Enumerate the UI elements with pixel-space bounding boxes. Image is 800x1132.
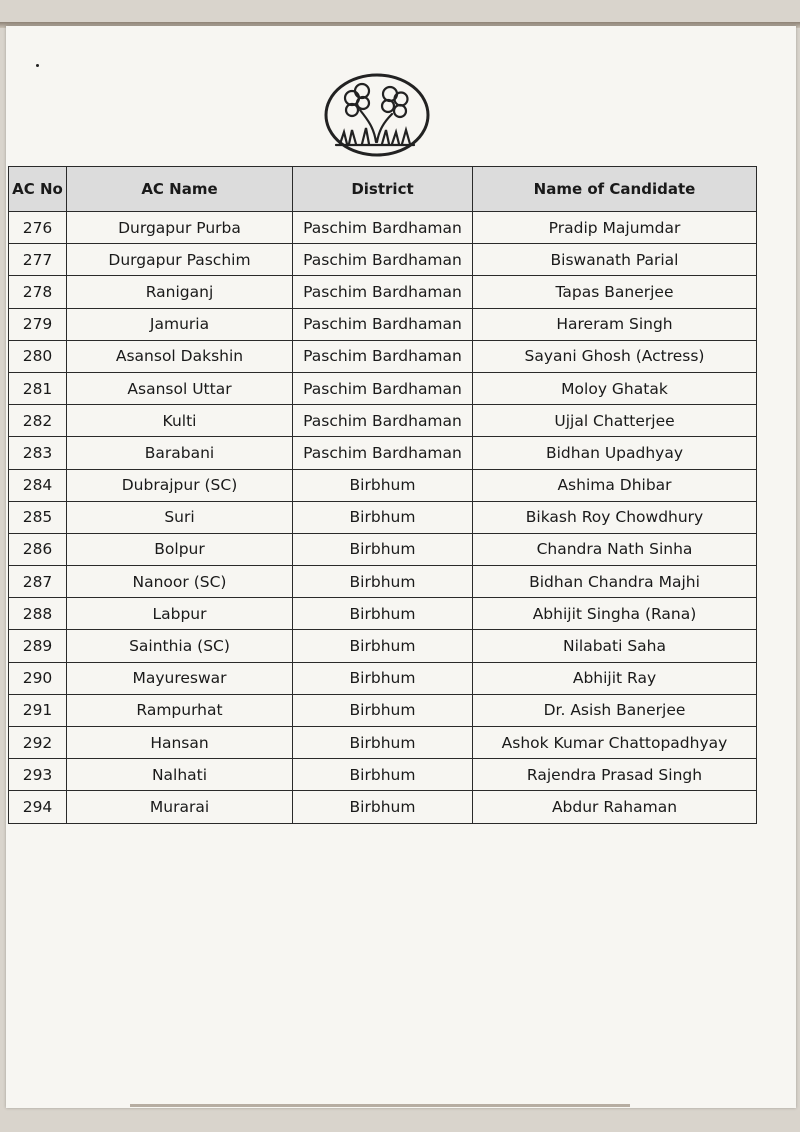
table-row xyxy=(9,276,757,308)
cell-candidate: Bikash Roy Chowdhury xyxy=(473,501,757,533)
table-row xyxy=(9,630,757,662)
cell-ac-no: 285 xyxy=(9,501,67,533)
cell-ac-name: Barabani xyxy=(67,437,293,469)
header-district: District xyxy=(293,167,473,212)
cell-ac-no: 287 xyxy=(9,566,67,598)
cell-ac-no: 280 xyxy=(9,340,67,372)
cell-candidate: Bidhan Chandra Majhi xyxy=(473,566,757,598)
cell-ac-name: Nalhati xyxy=(67,759,293,791)
cell-district: Paschim Bardhaman xyxy=(293,405,473,437)
table-header-row xyxy=(9,167,757,212)
cell-candidate: Ujjal Chatterjee xyxy=(473,405,757,437)
cell-district: Paschim Bardhaman xyxy=(293,244,473,276)
cell-candidate: Chandra Nath Sinha xyxy=(473,533,757,565)
cell-district: Paschim Bardhaman xyxy=(293,340,473,372)
table-row xyxy=(9,437,757,469)
paper-bottom-edge xyxy=(130,1104,630,1107)
cell-ac-name: Kulti xyxy=(67,405,293,437)
cell-ac-no: 277 xyxy=(9,244,67,276)
cell-ac-no: 288 xyxy=(9,598,67,630)
cell-district: Birbhum xyxy=(293,694,473,726)
header-candidate: Name of Candidate xyxy=(473,167,757,212)
cell-candidate: Biswanath Parial xyxy=(473,244,757,276)
cell-ac-name: Bolpur xyxy=(67,533,293,565)
cell-ac-name: Mayureswar xyxy=(67,662,293,694)
cell-ac-name: Raniganj xyxy=(67,276,293,308)
cell-candidate: Tapas Banerjee xyxy=(473,276,757,308)
table-row xyxy=(9,566,757,598)
table-row xyxy=(9,759,757,791)
cell-district: Birbhum xyxy=(293,630,473,662)
cell-candidate: Dr. Asish Banerjee xyxy=(473,694,757,726)
candidate-table xyxy=(8,166,757,824)
cell-ac-name: Dubrajpur (SC) xyxy=(67,469,293,501)
table-row xyxy=(9,501,757,533)
cell-district: Paschim Bardhaman xyxy=(293,212,473,244)
cell-district: Paschim Bardhaman xyxy=(293,372,473,404)
cell-candidate: Nilabati Saha xyxy=(473,630,757,662)
cell-candidate: Pradip Majumdar xyxy=(473,212,757,244)
cell-district: Birbhum xyxy=(293,727,473,759)
cell-ac-name: Asansol Dakshin xyxy=(67,340,293,372)
cell-ac-name: Labpur xyxy=(67,598,293,630)
table-row xyxy=(9,533,757,565)
cell-candidate: Abhijit Singha (Rana) xyxy=(473,598,757,630)
cell-candidate: Abdur Rahaman xyxy=(473,791,757,823)
cell-ac-no: 284 xyxy=(9,469,67,501)
cell-ac-no: 292 xyxy=(9,727,67,759)
table-row xyxy=(9,727,757,759)
table-row xyxy=(9,212,757,244)
cell-candidate: Bidhan Upadhyay xyxy=(473,437,757,469)
cell-district: Birbhum xyxy=(293,469,473,501)
cell-ac-no: 282 xyxy=(9,405,67,437)
cell-candidate: Moloy Ghatak xyxy=(473,372,757,404)
header-ac-no: AC No xyxy=(9,167,67,212)
table-row xyxy=(9,372,757,404)
cell-ac-no: 291 xyxy=(9,694,67,726)
cell-ac-name: Suri xyxy=(67,501,293,533)
table-row xyxy=(9,244,757,276)
header-ac-name: AC Name xyxy=(67,167,293,212)
table-row xyxy=(9,694,757,726)
cell-ac-no: 283 xyxy=(9,437,67,469)
cell-candidate: Ashima Dhibar xyxy=(473,469,757,501)
cell-candidate: Abhijit Ray xyxy=(473,662,757,694)
table-row xyxy=(9,662,757,694)
cell-ac-no: 286 xyxy=(9,533,67,565)
cell-district: Birbhum xyxy=(293,598,473,630)
table-row xyxy=(9,405,757,437)
cell-ac-name: Sainthia (SC) xyxy=(67,630,293,662)
cell-candidate: Sayani Ghosh (Actress) xyxy=(473,340,757,372)
table-row xyxy=(9,469,757,501)
cell-ac-no: 276 xyxy=(9,212,67,244)
cell-ac-no: 278 xyxy=(9,276,67,308)
cell-ac-no: 294 xyxy=(9,791,67,823)
cell-ac-name: Jamuria xyxy=(67,308,293,340)
cell-ac-name: Asansol Uttar xyxy=(67,372,293,404)
cell-district: Birbhum xyxy=(293,791,473,823)
cell-district: Birbhum xyxy=(293,533,473,565)
speck xyxy=(36,64,39,67)
cell-ac-no: 279 xyxy=(9,308,67,340)
cell-ac-no: 281 xyxy=(9,372,67,404)
cell-ac-no: 293 xyxy=(9,759,67,791)
cell-ac-name: Nanoor (SC) xyxy=(67,566,293,598)
cell-district: Paschim Bardhaman xyxy=(293,276,473,308)
cell-district: Birbhum xyxy=(293,662,473,694)
cell-district: Paschim Bardhaman xyxy=(293,437,473,469)
cell-ac-name: Durgapur Purba xyxy=(67,212,293,244)
cell-district: Birbhum xyxy=(293,566,473,598)
table-row xyxy=(9,791,757,823)
cell-candidate: Rajendra Prasad Singh xyxy=(473,759,757,791)
cell-ac-name: Murarai xyxy=(67,791,293,823)
cell-ac-name: Durgapur Paschim xyxy=(67,244,293,276)
table-row xyxy=(9,340,757,372)
table-row xyxy=(9,308,757,340)
cell-district: Birbhum xyxy=(293,501,473,533)
cell-ac-name: Rampurhat xyxy=(67,694,293,726)
cell-ac-no: 290 xyxy=(9,662,67,694)
cell-district: Birbhum xyxy=(293,759,473,791)
cell-candidate: Hareram Singh xyxy=(473,308,757,340)
twin-flowers-grass-icon xyxy=(322,72,432,158)
cell-candidate: Ashok Kumar Chattopadhyay xyxy=(473,727,757,759)
table-row xyxy=(9,598,757,630)
cell-district: Paschim Bardhaman xyxy=(293,308,473,340)
cell-ac-name: Hansan xyxy=(67,727,293,759)
cell-ac-no: 289 xyxy=(9,630,67,662)
